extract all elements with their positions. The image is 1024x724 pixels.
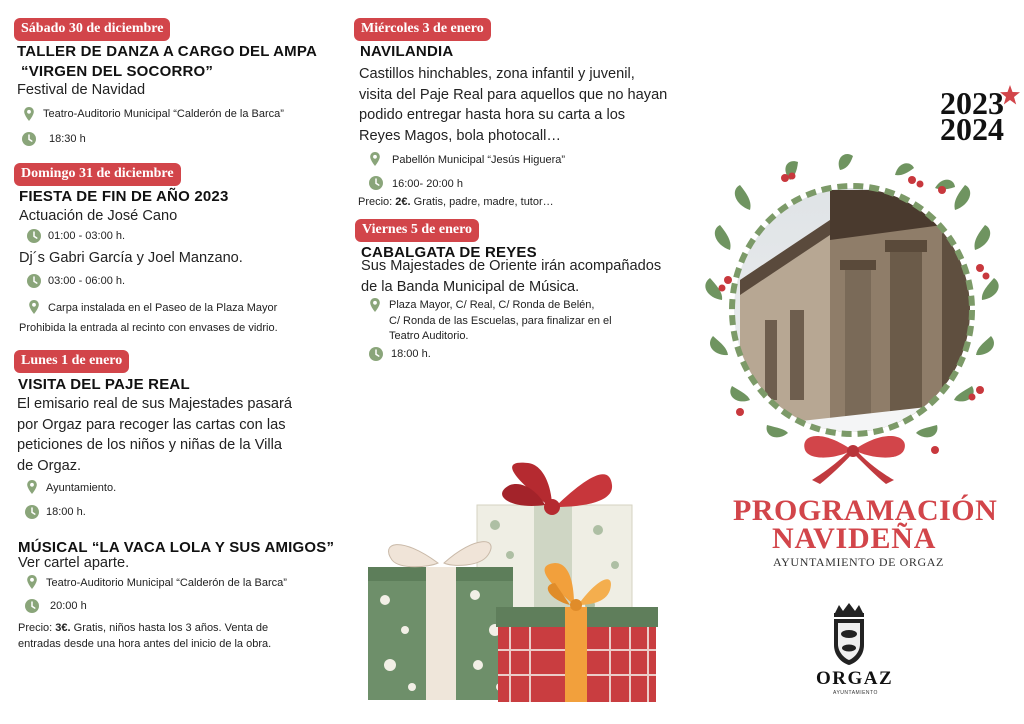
wreath-illustration	[680, 150, 1024, 485]
event-subtitle-festival: Festival de Navidad	[17, 82, 146, 98]
location-pin-icon	[24, 479, 40, 495]
clock-icon	[26, 228, 42, 244]
event-price: Precio: 3€. Gratis, niños hasta los 3 años. Venta de	[18, 622, 269, 634]
event-title-cabalgata: CABALGATA DE REYES	[361, 244, 537, 261]
event-note: Prohibida la entrada al recinto con envases de vidrio.	[19, 322, 278, 334]
location-pin-icon	[26, 299, 42, 315]
location-pin-icon	[367, 297, 383, 313]
clock-icon	[24, 598, 40, 614]
event-subtitle-cartel: Ver cartel aparte.	[18, 555, 130, 571]
date-badge-sabado: Sábado 30 de diciembre	[14, 18, 170, 41]
event-description: El emisario real de sus Majestades pasará por Orgaz para recoger las cartas con las peticiones de los niños y niñas de la Villa de Orgaz.	[17, 396, 292, 474]
cover-title-1: PROGRAMACIÓN	[733, 494, 998, 527]
event-title-taller: TALLER DE DANZA A CARGO DEL AMPA	[17, 43, 317, 60]
event-place: Pabellón Municipal “Jesús Higuera”	[392, 154, 566, 166]
event-place: Teatro-Auditorio Municipal “Calderón de la Barca”	[46, 577, 287, 589]
event-time-1: 01:00 - 03:00 h.	[48, 230, 126, 242]
cover-title-2: NAVIDEÑA	[772, 522, 937, 555]
event-act-2: Dj´s Gabri García y Joel Manzano.	[19, 250, 243, 266]
clock-icon	[368, 175, 384, 191]
date-badge-miercoles: Miércoles 3 de enero	[354, 18, 491, 41]
gift-boxes-illustration	[360, 455, 665, 705]
street-photo	[720, 180, 990, 450]
location-pin-icon	[24, 574, 40, 590]
event-description: Castillos hinchables, zona infantil y juvenil, visita del Paje Real para aquellos que no hayan podido entregar hasta hora su carta a los Reyes Magos, bola photocall…	[359, 66, 668, 144]
event-title-navilandia: NAVILANDIA	[360, 43, 454, 60]
event-time: 18:00 h.	[391, 348, 431, 360]
event-time: 16:00- 20:00 h	[392, 178, 463, 190]
event-title-paje: VISITA DEL PAJE REAL	[18, 376, 190, 393]
event-time: 18:30 h	[49, 133, 86, 145]
year-range: 2023 2024	[940, 85, 1004, 147]
clock-icon	[368, 346, 384, 362]
event-act-1: Actuación de José Cano	[19, 208, 178, 224]
event-price-line-2: entradas desde una hora antes del inicio de la obra.	[18, 638, 272, 650]
event-place: Teatro-Auditorio Municipal “Calderón de la Barca”	[43, 108, 284, 120]
coat-of-arms-icon	[829, 603, 869, 667]
star-icon	[999, 84, 1021, 106]
event-place: Plaza Mayor, C/ Real, C/ Ronda de Belén, C/ Ronda de las Escuelas, para finalizar en el Teatro Auditorio.	[389, 299, 612, 342]
event-description: Sus Majestades de Oriente irán acompañados de la Banda Municipal de Música.	[361, 258, 662, 295]
date-badge-lunes: Lunes 1 de enero	[14, 350, 129, 373]
event-title-musical: MÚSICAL “LA VACA LOLA Y SUS AMIGOS”	[18, 539, 335, 556]
clock-icon	[24, 504, 40, 520]
date-badge-viernes: Viernes 5 de enero	[355, 219, 479, 242]
clock-icon	[21, 131, 37, 147]
cover-subtitle: AYUNTAMIENTO DE ORGAZ	[773, 555, 944, 569]
logo-name: ORGAZ	[816, 668, 894, 689]
logo-subtitle: AYUNTAMIENTO	[833, 690, 878, 696]
date-badge-domingo: Domingo 31 de diciembre	[14, 163, 181, 186]
clock-icon	[26, 273, 42, 289]
event-title-taller-2: “VIRGEN DEL SOCORRO”	[21, 63, 214, 80]
event-price: Precio: 2€. Gratis, padre, madre, tutor…	[358, 196, 554, 208]
location-pin-icon	[21, 106, 37, 122]
event-time: 20:00 h	[50, 600, 87, 612]
event-title-fiesta: FIESTA DE FIN DE AÑO 2023	[19, 188, 229, 205]
event-place: Ayuntamiento.	[46, 482, 117, 494]
location-pin-icon	[367, 151, 383, 167]
event-place: Carpa instalada en el Paseo de la Plaza Mayor	[48, 302, 278, 314]
event-time: 18:00 h.	[46, 506, 86, 518]
red-bow	[804, 436, 905, 484]
event-time-2: 03:00 - 06:00 h.	[48, 275, 126, 287]
